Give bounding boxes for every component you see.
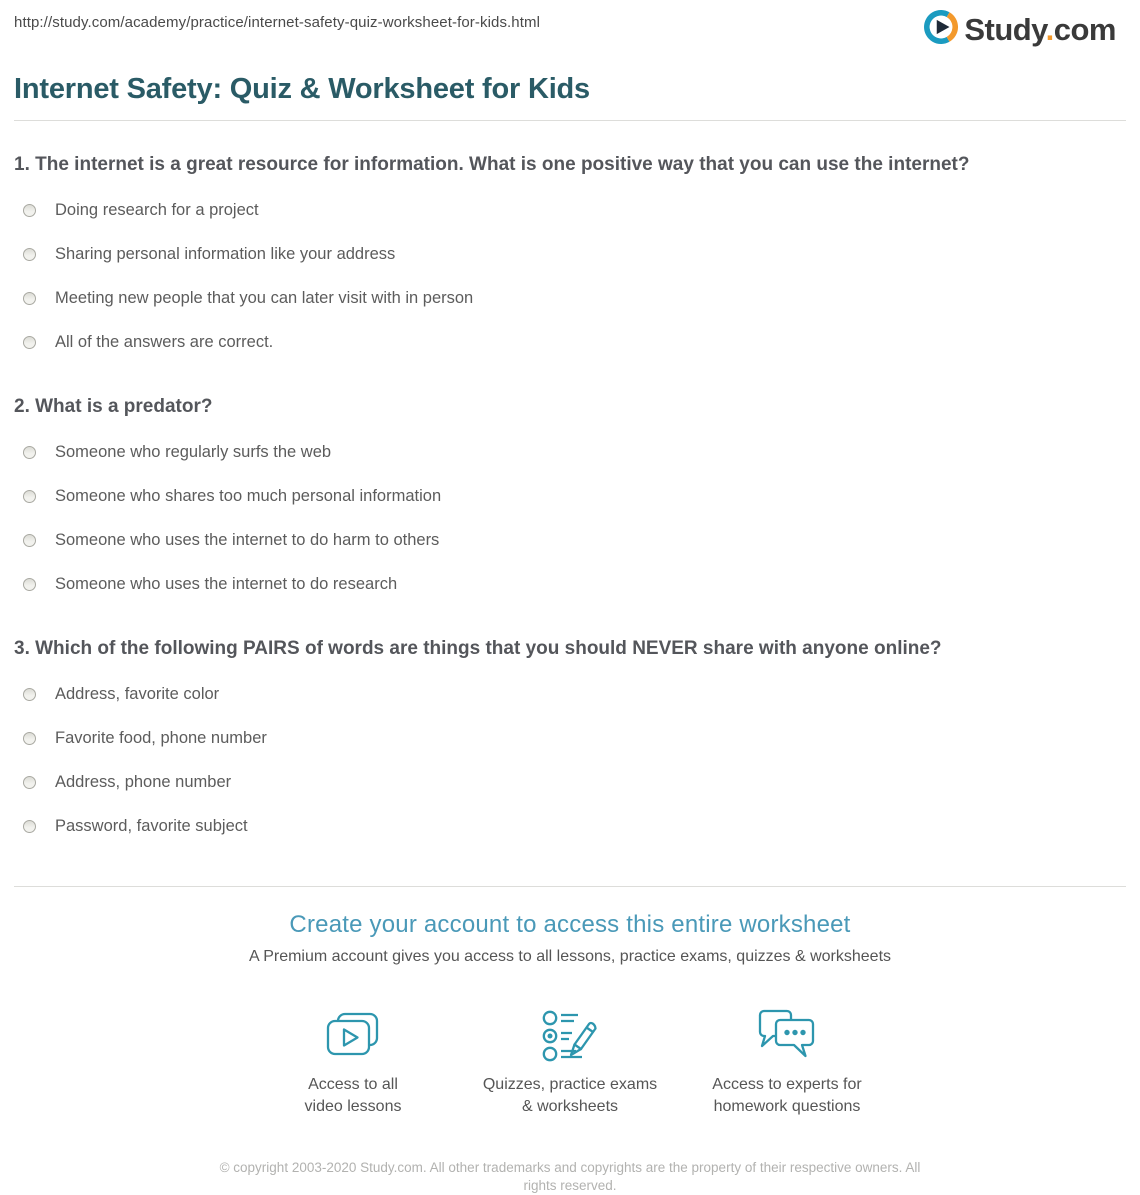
question-text: 3. Which of the following PAIRS of words are things that you should NEVER share with anyone online? [14, 637, 942, 659]
radio-button[interactable] [23, 446, 36, 459]
page-footer [14, 1159, 1126, 1195]
option-label: Doing research for a project [55, 201, 259, 220]
option-label: Address, phone number [55, 772, 232, 791]
answer-option[interactable] [14, 728, 1126, 748]
radio-button[interactable] [23, 578, 36, 591]
option-label: Someone who uses the internet to do harm to others [55, 531, 440, 550]
option-label: Someone who regularly surfs the web [55, 443, 332, 462]
studycom-logo-icon [924, 10, 958, 49]
radio-button[interactable] [23, 336, 36, 349]
feature-expert-help [679, 1006, 896, 1116]
option-label: Favorite food, phone number [55, 728, 267, 747]
feature-quizzes-worksheets [462, 1006, 679, 1116]
option-label: All of the answers are correct. [55, 333, 274, 352]
chat-experts-icon [679, 1006, 896, 1064]
radio-button[interactable] [23, 776, 36, 789]
answer-option[interactable] [14, 575, 1126, 595]
radio-button[interactable] [23, 534, 36, 547]
question-3-options [14, 684, 1126, 836]
features-row [14, 1006, 1126, 1116]
option-label: Address, favorite color [55, 684, 220, 703]
premium-subheading: A Premium account gives you access to all lessons, practice exams, quizzes & worksheets [248, 948, 892, 966]
page-title: Internet Safety: Quiz & Worksheet for Kids [14, 73, 590, 105]
feature-label: Quizzes, practice exams & worksheets [482, 1076, 658, 1115]
question-text: 1. The internet is a great resource for information. What is one positive way that you can use the internet? [14, 154, 970, 175]
question-text: 2. What is a predator? [14, 395, 213, 417]
option-label: Someone who shares too much personal information [55, 487, 442, 506]
create-account-section [14, 886, 1126, 1116]
answer-option[interactable] [14, 772, 1126, 792]
radio-button[interactable] [23, 732, 36, 745]
feature-label: Access to experts for homework questions [712, 1076, 862, 1115]
answer-option[interactable] [14, 816, 1126, 836]
radio-button[interactable] [23, 292, 36, 305]
option-label: Sharing personal information like your address [55, 245, 396, 264]
logo-dot: . [1045, 12, 1054, 47]
studycom-logo[interactable] [924, 10, 1116, 49]
radio-button[interactable] [23, 688, 36, 701]
answer-option[interactable] [14, 333, 1126, 353]
radio-button[interactable] [23, 820, 36, 833]
question-2-options [14, 443, 1126, 595]
question-1 [14, 121, 1126, 353]
answer-option[interactable] [14, 443, 1126, 463]
feature-label: Access to all video lessons [304, 1076, 402, 1115]
studycom-logo-text: Study.com [964, 12, 1116, 47]
copyright-text: © copyright 2003-2020 Study.com. All other trademarks and copyrights are the property of their respective owners. All rights reserved. [219, 1159, 921, 1193]
option-label: Meeting new people that you can later visit with in person [55, 289, 474, 308]
video-lessons-icon [245, 1006, 462, 1064]
radio-button[interactable] [23, 204, 36, 217]
quizzes-worksheets-icon [462, 1006, 679, 1064]
question-1-options [14, 201, 1126, 353]
question-2 [14, 363, 1126, 595]
option-label: Someone who uses the internet to do research [55, 575, 398, 594]
feature-video-lessons [245, 1006, 462, 1116]
page-url: http://study.com/academy/practice/internet-safety-quiz-worksheet-for-kids.html [14, 14, 541, 31]
create-account-heading[interactable]: Create your account to access this entire worksheet [289, 911, 851, 939]
answer-option[interactable] [14, 201, 1126, 221]
option-label: Password, favorite subject [55, 816, 248, 835]
answer-option[interactable] [14, 684, 1126, 704]
radio-button[interactable] [23, 490, 36, 503]
answer-option[interactable] [14, 245, 1126, 265]
page-header [14, 0, 1126, 49]
answer-option[interactable] [14, 289, 1126, 309]
radio-button[interactable] [23, 248, 36, 261]
answer-option[interactable] [14, 487, 1126, 507]
answer-option[interactable] [14, 531, 1126, 551]
question-3 [14, 605, 1126, 837]
